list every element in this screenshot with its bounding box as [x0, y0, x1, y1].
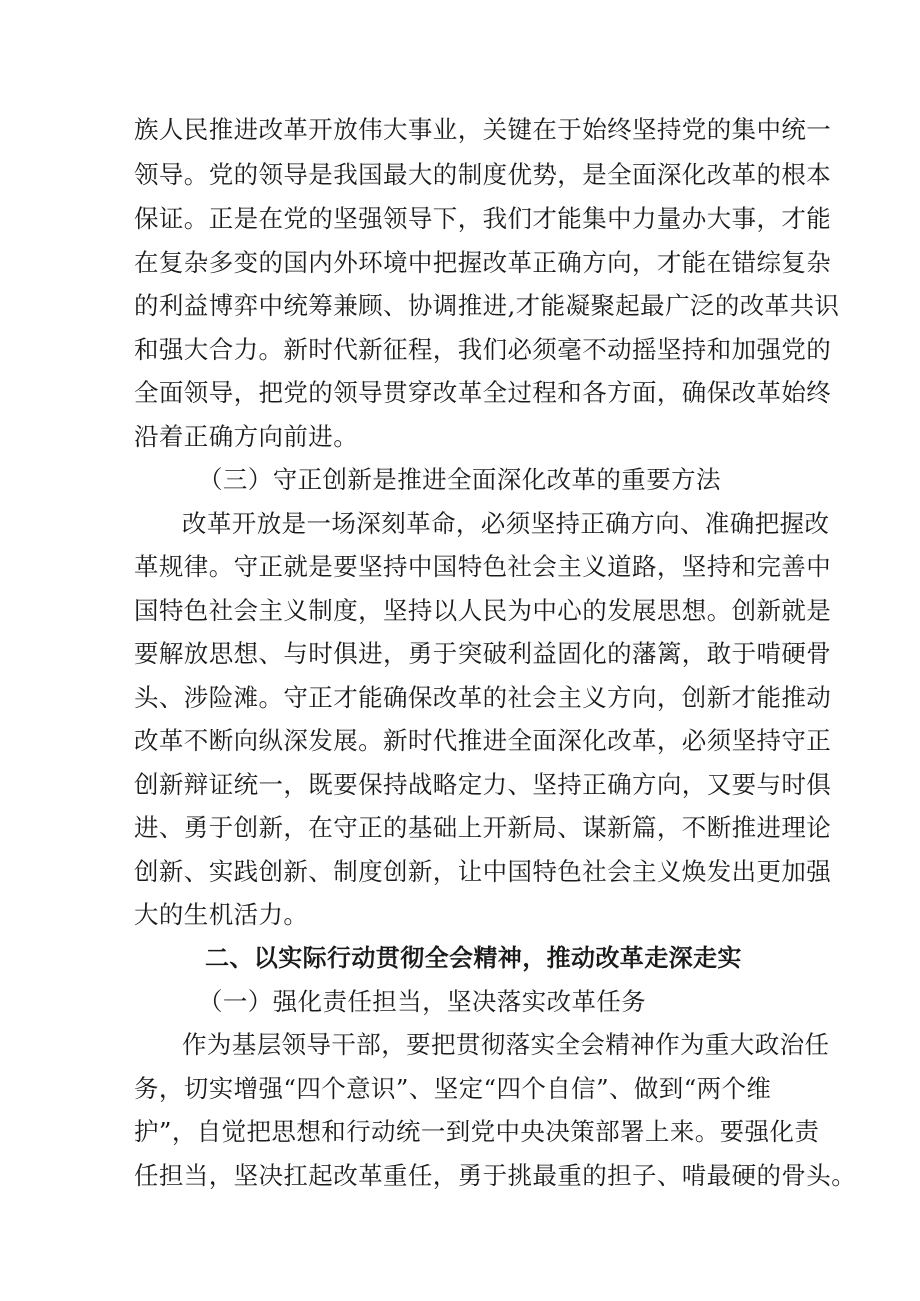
paragraph-line: 的利益博弈中统筹兼顾、协调推进,才能凝聚起最广泛的改革共识 [134, 291, 840, 320]
paragraph-line: 沿着正确方向前进。 [134, 422, 359, 451]
paragraph-line: 任担当，坚决扛起改革重任，勇于挑最重的担子、啃最硬的骨头。 [134, 1161, 857, 1190]
subsection-heading: （一）强化责任担当，坚决落实改革任务 [198, 987, 647, 1016]
paragraph-line: 护”，自觉把思想和行动统一到党中央决策部署上来。要强化责 [134, 1117, 820, 1146]
paragraph-line: 改革开放是一场深刻革命，必须坚持正确方向、准确把握改 [182, 509, 830, 538]
paragraph-line: 领导。党的领导是我国最大的制度优势，是全面深化改革的根本 [134, 160, 832, 189]
paragraph-line: 国特色社会主义制度，坚持以人民为中心的发展思想。创新就是 [134, 596, 832, 625]
paragraph-line: 头、涉险滩。守正才能确保改革的社会主义方向，创新才能推动 [134, 683, 832, 712]
paragraph-line: 要解放思想、与时俱进，勇于突破利益固化的藩篱，敢于啃硬骨 [134, 639, 832, 668]
paragraph-line: 作为基层领导干部，要把贯彻落实全会精神作为重大政治任 [182, 1030, 830, 1059]
paragraph-line: 在复杂多变的国内外环境中把握改革正确方向，才能在错综复杂 [134, 248, 832, 277]
paragraph-line: 大的生机活力。 [134, 900, 309, 929]
paragraph-line: 族人民推进改革开放伟大事业，关键在于始终坚持党的集中统一 [134, 115, 832, 144]
paragraph-line: 创新、实践创新、制度创新，让中国特色社会主义焕发出更加强 [134, 857, 832, 886]
paragraph-line: 务，切实增强“四个意识”、坚定“四个自信”、做到“两个维 [134, 1074, 772, 1103]
paragraph-line: 保证。正是在党的坚强领导下，我们才能集中力量办大事，才能 [134, 204, 832, 233]
section-heading: 二、以实际行动贯彻全会精神，推动改革走深走实 [205, 944, 742, 972]
paragraph-line: 创新辩证统一，既要保持战略定力、坚持正确方向，又要与时俱 [134, 770, 832, 799]
paragraph-line: 全面领导，把党的领导贯穿改革全过程和各方面，确保改革始终 [134, 378, 832, 407]
paragraph-line: 进、勇于创新，在守正的基础上开新局、谋新篇，不断推进理论 [134, 813, 832, 842]
subsection-heading: （三）守正创新是推进全面深化改革的重要方法 [198, 465, 721, 494]
paragraph-line: 和强大合力。新时代新征程，我们必须毫不动摇坚持和加强党的 [134, 335, 832, 364]
paragraph-line: 革规律。守正就是要坚持中国特色社会主义道路，坚持和完善中 [134, 552, 832, 581]
paragraph-line: 改革不断向纵深发展。新时代推进全面深化改革，必须坚持守正 [134, 726, 832, 755]
